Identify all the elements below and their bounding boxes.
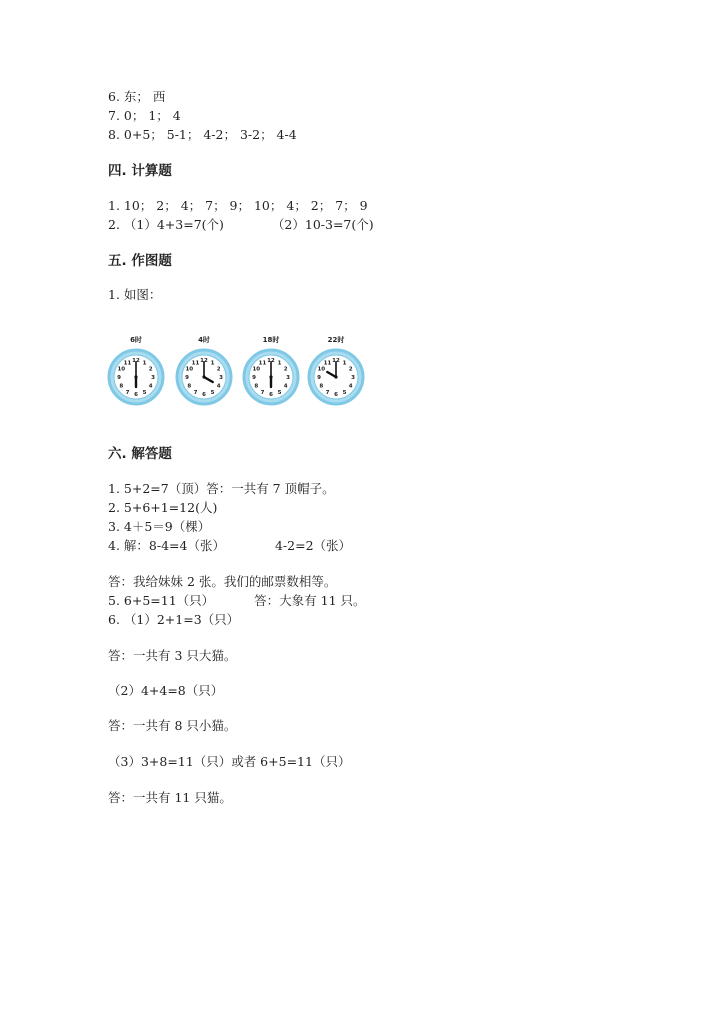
clock-numeral: 5 — [277, 389, 282, 396]
clock-1 — [106, 335, 166, 415]
clock-4 — [306, 335, 366, 415]
clock-numeral: 4 — [148, 383, 153, 390]
clock-numeral: 8 — [119, 383, 124, 390]
clock-numeral: 8 — [187, 383, 192, 390]
drawing-answer-1: 1. 如图： — [108, 287, 162, 302]
clock-numeral: 1 — [277, 360, 282, 367]
calc-answer-2a: 2. （1）4+3=7(个) — [108, 217, 224, 232]
answer-line-8: 8. 0+5； 5-1； 4-2； 3-2； 4-4 — [108, 127, 297, 142]
clock-numeral: 2 — [216, 366, 221, 373]
clock-numeral: 3 — [219, 375, 223, 382]
clock-numeral: 10 — [252, 366, 261, 373]
calc-answer-2b: （2）10-3=7(个) — [271, 217, 374, 232]
clock-numeral: 6 — [334, 392, 338, 399]
clock-center — [269, 375, 272, 378]
solve-answer-6-conclusion2: 答：一共有 8 只小猫。 — [108, 718, 237, 733]
clock-face-icon — [241, 347, 301, 407]
clock-numeral: 9 — [185, 375, 189, 382]
clock-numeral: 6 — [202, 392, 206, 399]
clock-numeral: 1 — [342, 360, 347, 367]
clock-numeral: 12 — [200, 358, 208, 365]
clock-numeral: 8 — [319, 383, 324, 390]
clock-numeral: 2 — [348, 366, 353, 373]
solve-answer-1: 1. 5+2=7（顶）答：一共有 7 顶帽子。 — [108, 481, 335, 496]
solve-answer-5a: 5. 6+5=11（只） — [108, 593, 215, 608]
clock-numeral: 5 — [142, 389, 147, 396]
clock-numeral: 12 — [132, 358, 140, 365]
section-6-title: 六. 解答题 — [108, 446, 172, 462]
solve-answer-5b: 答：大象有 11 只。 — [254, 593, 366, 608]
answer-line-6: 6. 东； 西 — [108, 89, 166, 104]
clock-numeral: 7 — [325, 389, 330, 396]
clock-numeral: 11 — [258, 360, 267, 367]
solve-answer-6-part1: 6. （1）2+1=3（只） — [108, 612, 240, 627]
clock-numeral: 10 — [317, 366, 326, 373]
solve-answer-3: 3. 4＋5＝9（棵） — [108, 519, 211, 534]
clock-label: 22时 — [327, 336, 345, 344]
clock-numeral: 4 — [283, 383, 288, 390]
clock-numeral: 12 — [332, 358, 340, 365]
solve-answer-6-part2: （2）4+4=8（只） — [108, 683, 224, 698]
clock-numeral: 11 — [191, 360, 200, 367]
calc-answer-1: 1. 10； 2； 4； 7； 9； 10； 4； 2； 7； 9 — [108, 198, 368, 213]
solve-answer-5 — [108, 593, 366, 609]
clock-face-icon — [306, 347, 366, 407]
section-4-title: 四. 计算题 — [108, 163, 172, 179]
section-5-title: 五. 作图题 — [108, 253, 172, 269]
clock-center — [134, 375, 137, 378]
clock-numeral: 7 — [193, 389, 198, 396]
clock-numeral: 9 — [317, 375, 321, 382]
clock-numeral: 8 — [254, 383, 259, 390]
clock-center — [334, 375, 337, 378]
clock-label: 4时 — [198, 336, 210, 344]
clock-label: 18时 — [262, 336, 280, 344]
clock-numeral: 3 — [151, 375, 155, 382]
clock-2 — [174, 335, 234, 415]
clock-numeral: 1 — [142, 360, 147, 367]
solve-answer-4-conclusion: 答：我给妹妹 2 张。我们的邮票数相等。 — [108, 574, 337, 589]
clock-numeral: 5 — [210, 389, 215, 396]
clock-numeral: 7 — [125, 389, 130, 396]
solve-answer-6-conclusion1: 答：一共有 3 只大猫。 — [108, 648, 237, 663]
clock-numeral: 7 — [260, 389, 265, 396]
clock-numeral: 4 — [216, 383, 221, 390]
clock-numeral: 9 — [252, 375, 256, 382]
solve-answer-6-conclusion3: 答：一共有 11 只猫。 — [108, 790, 232, 805]
clock-numeral: 11 — [323, 360, 332, 367]
clock-numeral: 2 — [148, 366, 153, 373]
clock-face-icon — [106, 347, 166, 407]
clock-numeral: 6 — [134, 392, 138, 399]
solve-answer-4 — [108, 538, 351, 554]
solve-answer-4b: 4-2=2（张） — [274, 538, 352, 553]
clock-numeral: 4 — [348, 383, 353, 390]
clock-numeral: 3 — [286, 375, 290, 382]
clock-numeral: 5 — [342, 389, 347, 396]
clock-numeral: 10 — [117, 366, 126, 373]
clock-label: 6时 — [130, 336, 142, 344]
clock-3 — [241, 335, 301, 415]
clock-numeral: 11 — [123, 360, 132, 367]
clock-numeral: 6 — [269, 392, 273, 399]
answer-line-7: 7. 0； 1； 4 — [108, 108, 181, 123]
clock-numeral: 2 — [283, 366, 288, 373]
clock-numeral: 12 — [267, 358, 275, 365]
clock-face-icon — [174, 347, 234, 407]
solve-answer-4a: 4. 解：8-4=4（张） — [108, 538, 225, 553]
clock-center — [202, 375, 205, 378]
solve-answer-6-part3: （3）3+8=11（只）或者 6+5=11（只） — [108, 754, 351, 769]
solve-answer-2: 2. 5+6+1=12(人) — [108, 500, 218, 515]
calc-answer-2 — [108, 217, 374, 233]
clock-numeral: 10 — [185, 366, 194, 373]
clock-numeral: 3 — [351, 375, 355, 382]
clock-numeral: 1 — [210, 360, 215, 367]
clock-numeral: 9 — [117, 375, 121, 382]
